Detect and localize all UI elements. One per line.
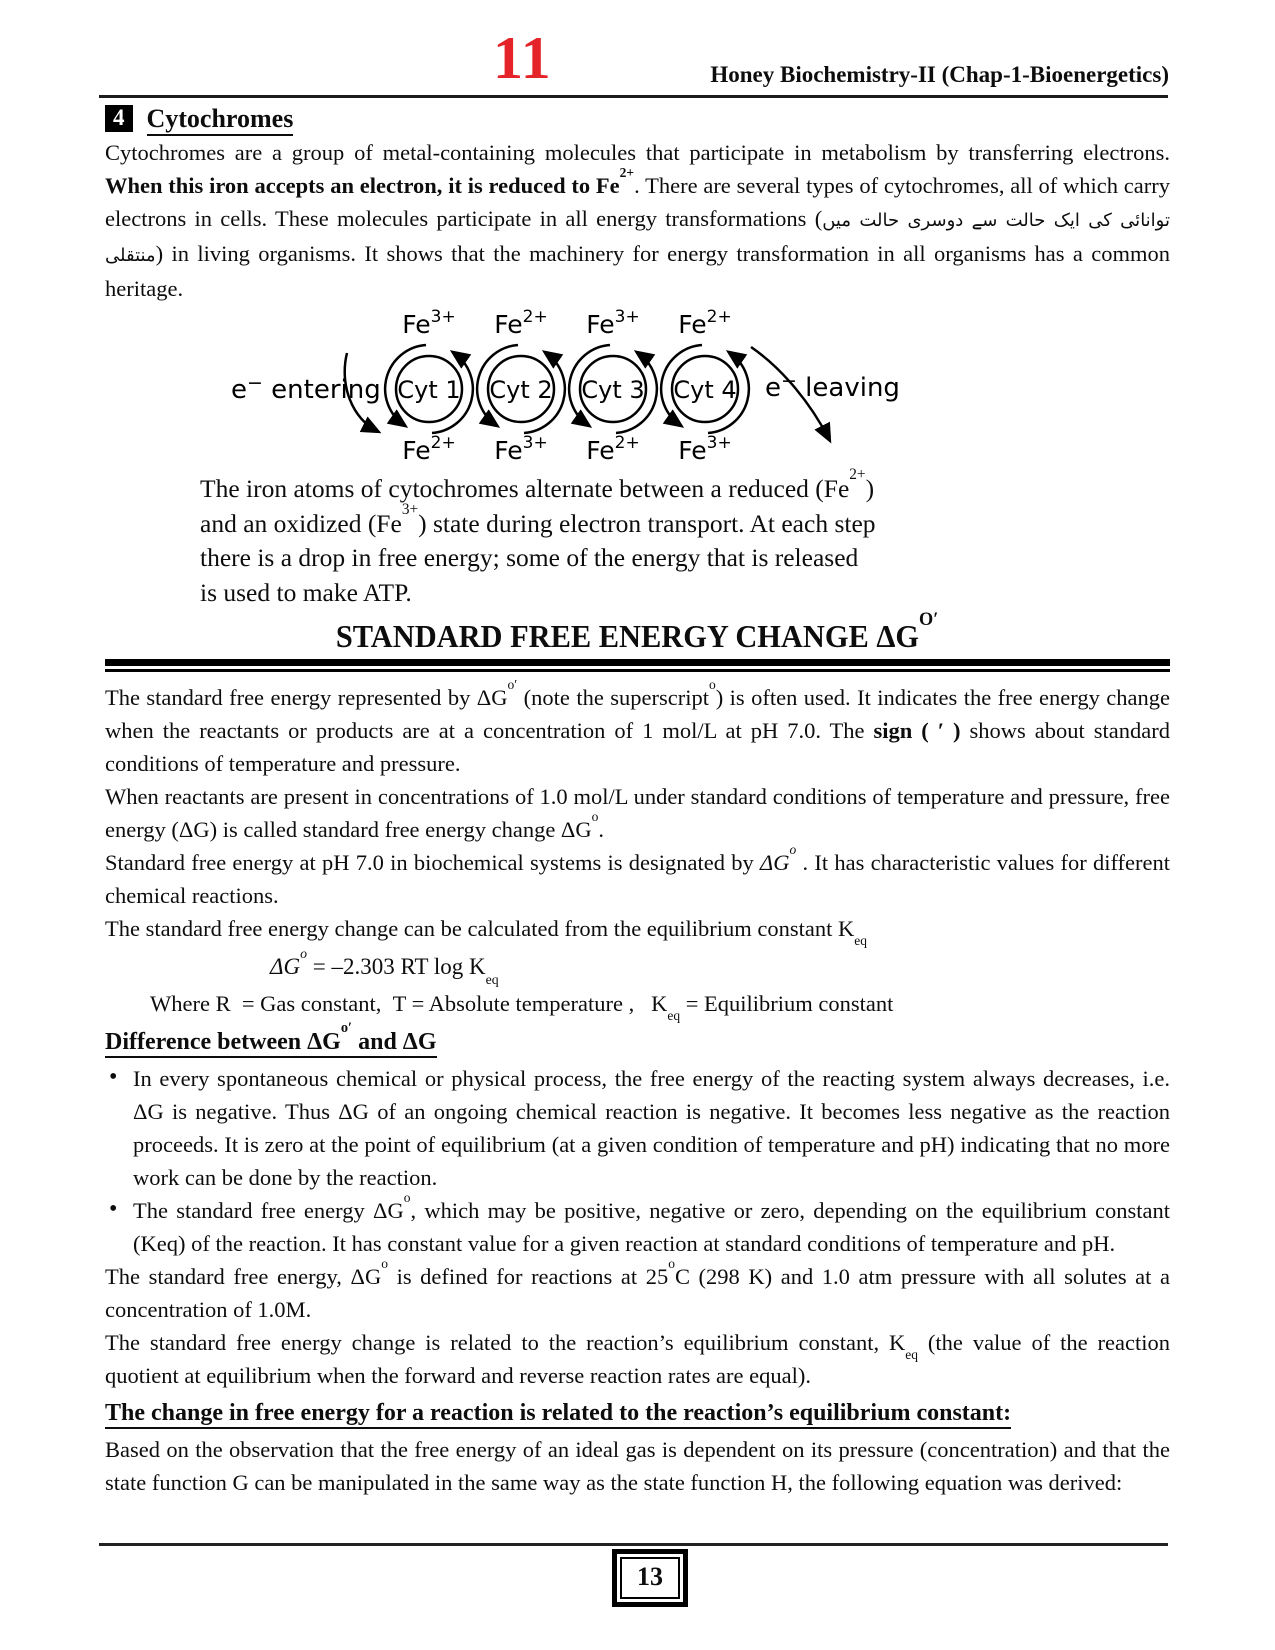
text-run: In every spontaneous chemical or physical process, the free energy of the reacting system always decreases, i.e. ΔG is negative. Thus ΔG of an ongoing chemical reaction is negative. It becomes less negative as the reaction proceeds. It is zero at the point of equilibrium (at a given condition of temperature and pH) indicating that no more work can be done by the reaction. bbox=[133, 1065, 1170, 1190]
diagram-caption bbox=[200, 466, 1170, 610]
superscript: o bbox=[709, 676, 716, 692]
cytochrome-diagram-svg bbox=[223, 309, 923, 463]
section-number-badge: 4 bbox=[105, 105, 133, 132]
superscript: o bbox=[668, 1255, 675, 1271]
free-energy-equation bbox=[270, 945, 1170, 987]
cyt3-label: Cyt 3 bbox=[581, 376, 645, 404]
subscript: eq bbox=[667, 1008, 681, 1024]
text-run: The standard free energy ΔG bbox=[133, 1197, 404, 1223]
subscript: eq bbox=[485, 971, 499, 987]
fe-label-top-2: $Fe^{2+}$ bbox=[494, 309, 548, 339]
page-content bbox=[105, 0, 1170, 1499]
text-run: (note the superscript bbox=[517, 684, 709, 710]
text-run: STANDARD FREE ENERGY CHANGE ΔG bbox=[336, 618, 920, 654]
main-heading bbox=[105, 608, 1170, 655]
text-run: Cytochromes are a group of metal-containing molecules that participate in metabolism by transferring electrons. bbox=[105, 140, 1170, 165]
e-leaving-label: e− leaving bbox=[765, 370, 900, 403]
bold-run: sign ( ′ ) bbox=[873, 717, 961, 743]
text-run: The change in free energy for a reaction is related to the reaction’s equilibrium constant: bbox=[105, 1400, 1011, 1429]
fe-label-top-3: $Fe^{3+}$ bbox=[586, 309, 640, 339]
text-run: shows about standard conditions of temperature and pressure. bbox=[105, 717, 1170, 776]
superscript: o′ bbox=[340, 1019, 353, 1036]
text-run: , which may be positive, negative or zero, depending on the equilibrium constant (Keq) of the reaction. It has constant value for a given reaction at standard conditions of temperature and pH. bbox=[133, 1197, 1170, 1256]
equation-legend bbox=[150, 987, 1170, 1024]
text-run: ΔG bbox=[270, 953, 301, 979]
text-run: Where R = Gas constant, T = Absolute temperature , K bbox=[150, 990, 668, 1016]
heading-rule-thick bbox=[105, 659, 1170, 666]
difference-heading bbox=[105, 1019, 1170, 1059]
text-run: ) is often used. It indicates the free energy change when the reactants or products are at a concentration of 1 mol/L at pH 7.0. The bbox=[105, 684, 1170, 743]
paragraph-sfe-5 bbox=[105, 1255, 1170, 1326]
caption-line bbox=[200, 500, 1170, 542]
caption-line bbox=[200, 466, 1170, 507]
fe-label-bottom-3: $Fe^{2+}$ bbox=[586, 433, 640, 463]
kchange-heading bbox=[105, 1396, 1170, 1430]
text-run: . There are several types of cytochromes, all of which carry electrons in cells. These molecules participate in all energy transformations ( bbox=[105, 173, 1170, 231]
bold-run bbox=[105, 165, 635, 198]
header-title: Honey Biochemistry-II (Chap-1-Bioenergetics) bbox=[710, 62, 1169, 87]
paragraph-sfe-3 bbox=[105, 841, 1171, 912]
italic-run bbox=[760, 841, 797, 875]
cyt1-label: Cyt 1 bbox=[397, 376, 461, 404]
superscript: o bbox=[403, 1189, 411, 1205]
text-run: When this iron accepts an electron, it is reduced to Fe bbox=[105, 173, 620, 198]
paragraph-sfe-6 bbox=[105, 1326, 1170, 1392]
text-run: The standard free energy change is related to the reaction’s equilibrium constant, K bbox=[105, 1329, 906, 1355]
fe-label-bottom-1: $Fe^{2+}$ bbox=[402, 433, 456, 463]
superscript: O′ bbox=[919, 608, 939, 630]
superscript: 2+ bbox=[849, 466, 866, 484]
paragraph-kchange: Based on the observation that the free energy of an ideal gas is dependent on its pressure (concentration) and that the state function G can be manipulated in the same way as the state function H, the following equation was derived: bbox=[105, 1436, 1170, 1495]
fe-label-bottom-4: $Fe^{3+}$ bbox=[678, 433, 732, 463]
superscript: 2+ bbox=[619, 165, 635, 181]
bullet-marker: • bbox=[109, 1195, 118, 1222]
text-run: When reactants are present in concentrations of 1.0 mol/L under standard conditions of temperature and pressure, free energy (ΔG) is called standard free energy change ΔG bbox=[105, 783, 1170, 842]
text-run: ) state during electron transport. At each step bbox=[418, 508, 876, 538]
e-entering-label: e− entering bbox=[231, 372, 381, 405]
heading-rule-thin bbox=[105, 669, 1170, 672]
fe-label-bottom-2: $Fe^{3+}$ bbox=[494, 433, 548, 463]
text-run: (the value of the reaction quotient at equilibrium when the forward and reverse reaction rates are equal). bbox=[105, 1329, 1170, 1388]
paragraph-sfe-1 bbox=[105, 676, 1170, 780]
paragraph-sfe-4 bbox=[105, 912, 1170, 949]
bullet-item-standard-free-energy bbox=[105, 1189, 1170, 1260]
text-run: ) in living organisms. It shows that the machinery for energy transformation in all organisms has a common heritage. bbox=[105, 241, 1170, 301]
text-run: . It has characteristic values for different chemical reactions. bbox=[105, 849, 1171, 908]
cyt2-label: Cyt 2 bbox=[489, 376, 553, 404]
page-number-box bbox=[612, 1549, 688, 1607]
text-run: ΔG bbox=[760, 849, 790, 875]
superscript: o bbox=[789, 841, 797, 857]
fe-label-top-4: $Fe^{2+}$ bbox=[678, 309, 732, 339]
caption-line: is used to make ATP. bbox=[200, 577, 412, 607]
cyt4-label: Cyt 4 bbox=[673, 376, 737, 404]
section-title: Cytochromes bbox=[147, 104, 294, 136]
subscript: eq bbox=[905, 1347, 918, 1363]
text-run: C (298 K) and 1.0 atm pressure with all solutes at a concentration of 1.0M. bbox=[105, 1263, 1170, 1322]
page-number-box-gap bbox=[617, 1554, 683, 1602]
text-run: ) bbox=[865, 474, 875, 503]
cytochrome-diagram bbox=[223, 309, 1170, 468]
urdu-phrase: توانائی کی ایک حالت سے دوسری حالت میں منتقلی bbox=[105, 210, 1170, 266]
page-number: 13 bbox=[620, 1557, 680, 1599]
text-run: and ΔG bbox=[352, 1028, 437, 1055]
caption-line: there is a drop in free energy; some of the energy that is released bbox=[200, 543, 859, 572]
text-run: is defined for reactions at 25 bbox=[387, 1263, 669, 1289]
superscript: o bbox=[381, 1255, 388, 1271]
text-run: and an oxidized (Fe bbox=[200, 508, 402, 538]
section-heading bbox=[105, 104, 1170, 134]
superscript: 3+ bbox=[401, 500, 419, 518]
chapter-number: 11 bbox=[493, 25, 552, 91]
bullet-marker: • bbox=[109, 1063, 118, 1090]
footer-rule bbox=[99, 1543, 1168, 1546]
text-run: = –2.303 RT log K bbox=[307, 953, 486, 979]
text-run: Difference between ΔG bbox=[105, 1028, 341, 1055]
bullet-item-delta-g bbox=[105, 1062, 1170, 1194]
text-run: The standard free energy represented by ΔG bbox=[105, 684, 508, 710]
superscript: o′ bbox=[507, 676, 518, 692]
text-run: . bbox=[598, 816, 605, 842]
text-run: Standard free energy at pH 7.0 in biochemical systems is designated by bbox=[105, 849, 761, 875]
text-run: The standard free energy, ΔG bbox=[105, 1263, 382, 1289]
paragraph-sfe-2 bbox=[105, 780, 1170, 846]
text-run: = Equilibrium constant bbox=[680, 990, 894, 1016]
text-run: The standard free energy change can be calculated from the equilibrium constant K bbox=[105, 915, 855, 941]
subscript: eq bbox=[854, 933, 868, 949]
intro-paragraph bbox=[105, 136, 1170, 305]
text-run: The iron atoms of cytochromes alternate between a reduced (Fe bbox=[200, 474, 850, 503]
italic-run bbox=[270, 945, 308, 979]
superscript: o bbox=[300, 945, 308, 961]
superscript: o bbox=[591, 808, 599, 824]
fe-label-top-1: $Fe^{3+}$ bbox=[402, 309, 456, 339]
